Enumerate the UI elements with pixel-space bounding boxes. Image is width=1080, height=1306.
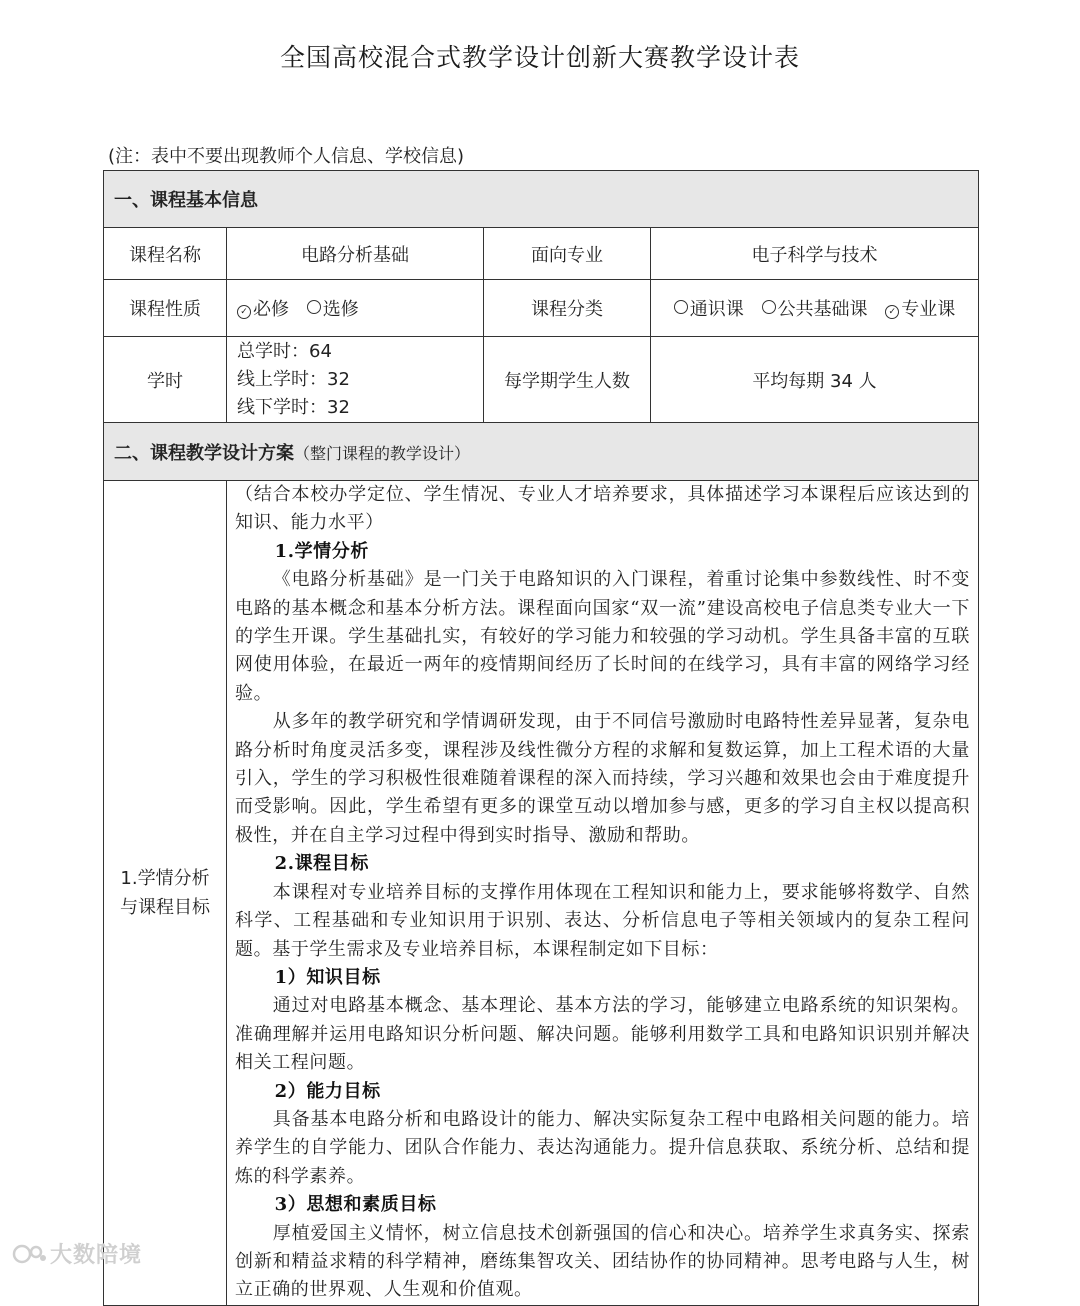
- major-value: 电子科学与技术: [651, 228, 979, 280]
- section-1-header: [104, 171, 979, 228]
- hours-values: [227, 337, 484, 423]
- course-name-value: 电路分析基础: [227, 228, 484, 280]
- category-general-option[interactable]: [674, 299, 744, 320]
- paragraph-1: 《电路分析基础》是一门关于电路知识的入门课程，着重讨论集中参数线性、时不变电路的基本概念和基本分析方法。课程面向国家“双一流”建设高校电子信息类专业大一下的学生开课。学生基础扎实，有较好的学习能力和较强的学习动机。学生具备丰富的互联网使用体验，在最近一两年的疫情期间经历了长时间的在线学习，具有丰富的网络学习经验。: [235, 569, 970, 704]
- category-general-label: 通识课: [689, 299, 744, 320]
- table-note: (注：表中不要出现教师个人信息、学校信息): [108, 146, 465, 167]
- section-2-header: [104, 423, 979, 481]
- course-nature-options: [227, 280, 484, 337]
- nature-elective-label: 选修: [322, 299, 359, 320]
- nature-elective-option[interactable]: [307, 299, 359, 320]
- document-title: 全国高校混合式教学设计创新大赛教学设计表: [279, 43, 800, 72]
- hours-total: 总学时：64: [237, 340, 332, 362]
- paragraph-3: 本课程对专业培养目标的支撑作用体现在工程知识和能力上，要求能够将数学、自然科学、工程基础和专业知识用于识别、表达、分析信息电子等相关领域内的复杂工程问题。基于学生需求及专业培养目标，本课程制定如下目标：: [235, 881, 970, 960]
- heading-course-goals: 2.课程目标: [274, 853, 369, 875]
- analysis-label-line1: 1.学情分析: [120, 867, 210, 889]
- paragraph-5: 具备基本电路分析和电路设计的能力、解决实际复杂工程中电路相关问题的能力。培养学生的自学能力、团队合作能力、表达沟通能力。提升信息获取、系统分析、总结和提炼的科学素养。: [235, 1108, 970, 1187]
- nature-required-label: 必修: [253, 299, 289, 320]
- hours-label: 学时: [104, 337, 227, 423]
- heading-ability-goals: 2）能力目标: [274, 1080, 381, 1102]
- checked-circle-icon: ✓: [885, 305, 899, 319]
- paragraph-6: 厚植爱国主义情怀，树立信息技术创新强国的信心和决心。培养学生求真务实、探索创新和精益求精的科学精神，磨练集智攻关、团结协作的协同精神。思考电路与人生，树立正确的世界观、人生观和价值观。: [235, 1222, 970, 1301]
- watermark-text: 大数陪境: [50, 1243, 143, 1268]
- section-2-title: 二、课程教学设计方案: [114, 442, 294, 464]
- empty-circle-icon: [307, 300, 321, 314]
- analysis-content: [227, 481, 979, 1306]
- heading-quality-goals: 3）思想和素质目标: [274, 1194, 437, 1216]
- category-major-label: 专业课: [901, 299, 956, 320]
- design-table: [103, 170, 979, 1306]
- paragraph-4: 通过对电路基本概念、基本理论、基本方法的学习，能够建立电路系统的知识架构。准确理解并运用电路知识分析问题、解决问题。能够利用数学工具和电路知识识别并解决相关工程问题。: [235, 995, 970, 1074]
- course-name-label: 课程名称: [104, 228, 227, 280]
- heading-knowledge-goals: 1）知识目标: [274, 966, 381, 988]
- course-category-options: [651, 280, 979, 337]
- watermark: [12, 1238, 142, 1269]
- checked-circle-icon: ✓: [237, 305, 251, 319]
- category-major-option[interactable]: [885, 299, 955, 320]
- analysis-label-line2: 与课程目标: [120, 896, 210, 918]
- empty-circle-icon: [762, 300, 776, 314]
- analysis-row-label: [104, 481, 227, 1306]
- course-nature-label: 课程性质: [104, 280, 227, 337]
- students-value: 平均每期 34 人: [651, 337, 979, 423]
- hours-online: 线上学时：32: [237, 368, 350, 390]
- hours-offline: 线下学时：32: [237, 396, 350, 418]
- section-1-title: 一、课程基本信息: [114, 190, 258, 211]
- watermark-logo-icon: [12, 1243, 48, 1265]
- course-category-label: 课程分类: [484, 280, 651, 337]
- heading-learner-analysis: 1.学情分析: [274, 540, 369, 562]
- category-public-option[interactable]: [762, 299, 868, 320]
- category-public-label: 公共基础课: [777, 299, 868, 320]
- nature-required-option[interactable]: [237, 299, 289, 320]
- students-label: 每学期学生人数: [484, 337, 651, 423]
- section-2-subtitle: （整门课程的教学设计）: [294, 443, 471, 463]
- empty-circle-icon: [674, 300, 688, 314]
- major-label: 面向专业: [484, 228, 651, 280]
- paragraph-2: 从多年的教学研究和学情调研发现，由于不同信号激励时电路特性差异显著，复杂电路分析时角度灵活多变，课程涉及线性微分方程的求解和复数运算，加上工程术语的大量引入，学生的学习积极性很难随着课程的深入而持续，学习兴趣和效果也会由于难度提升而受影响。因此，学生希望有更多的课堂互动以增加参与感，更多的学习自主权以提高积极性，并在自主学习过程中得到实时指导、激励和帮助。: [235, 711, 970, 846]
- analysis-intro: （结合本校办学定位、学生情况、专业人才培养要求，具体描述学习本课程后应该达到的知识、能力水平）: [235, 484, 970, 534]
